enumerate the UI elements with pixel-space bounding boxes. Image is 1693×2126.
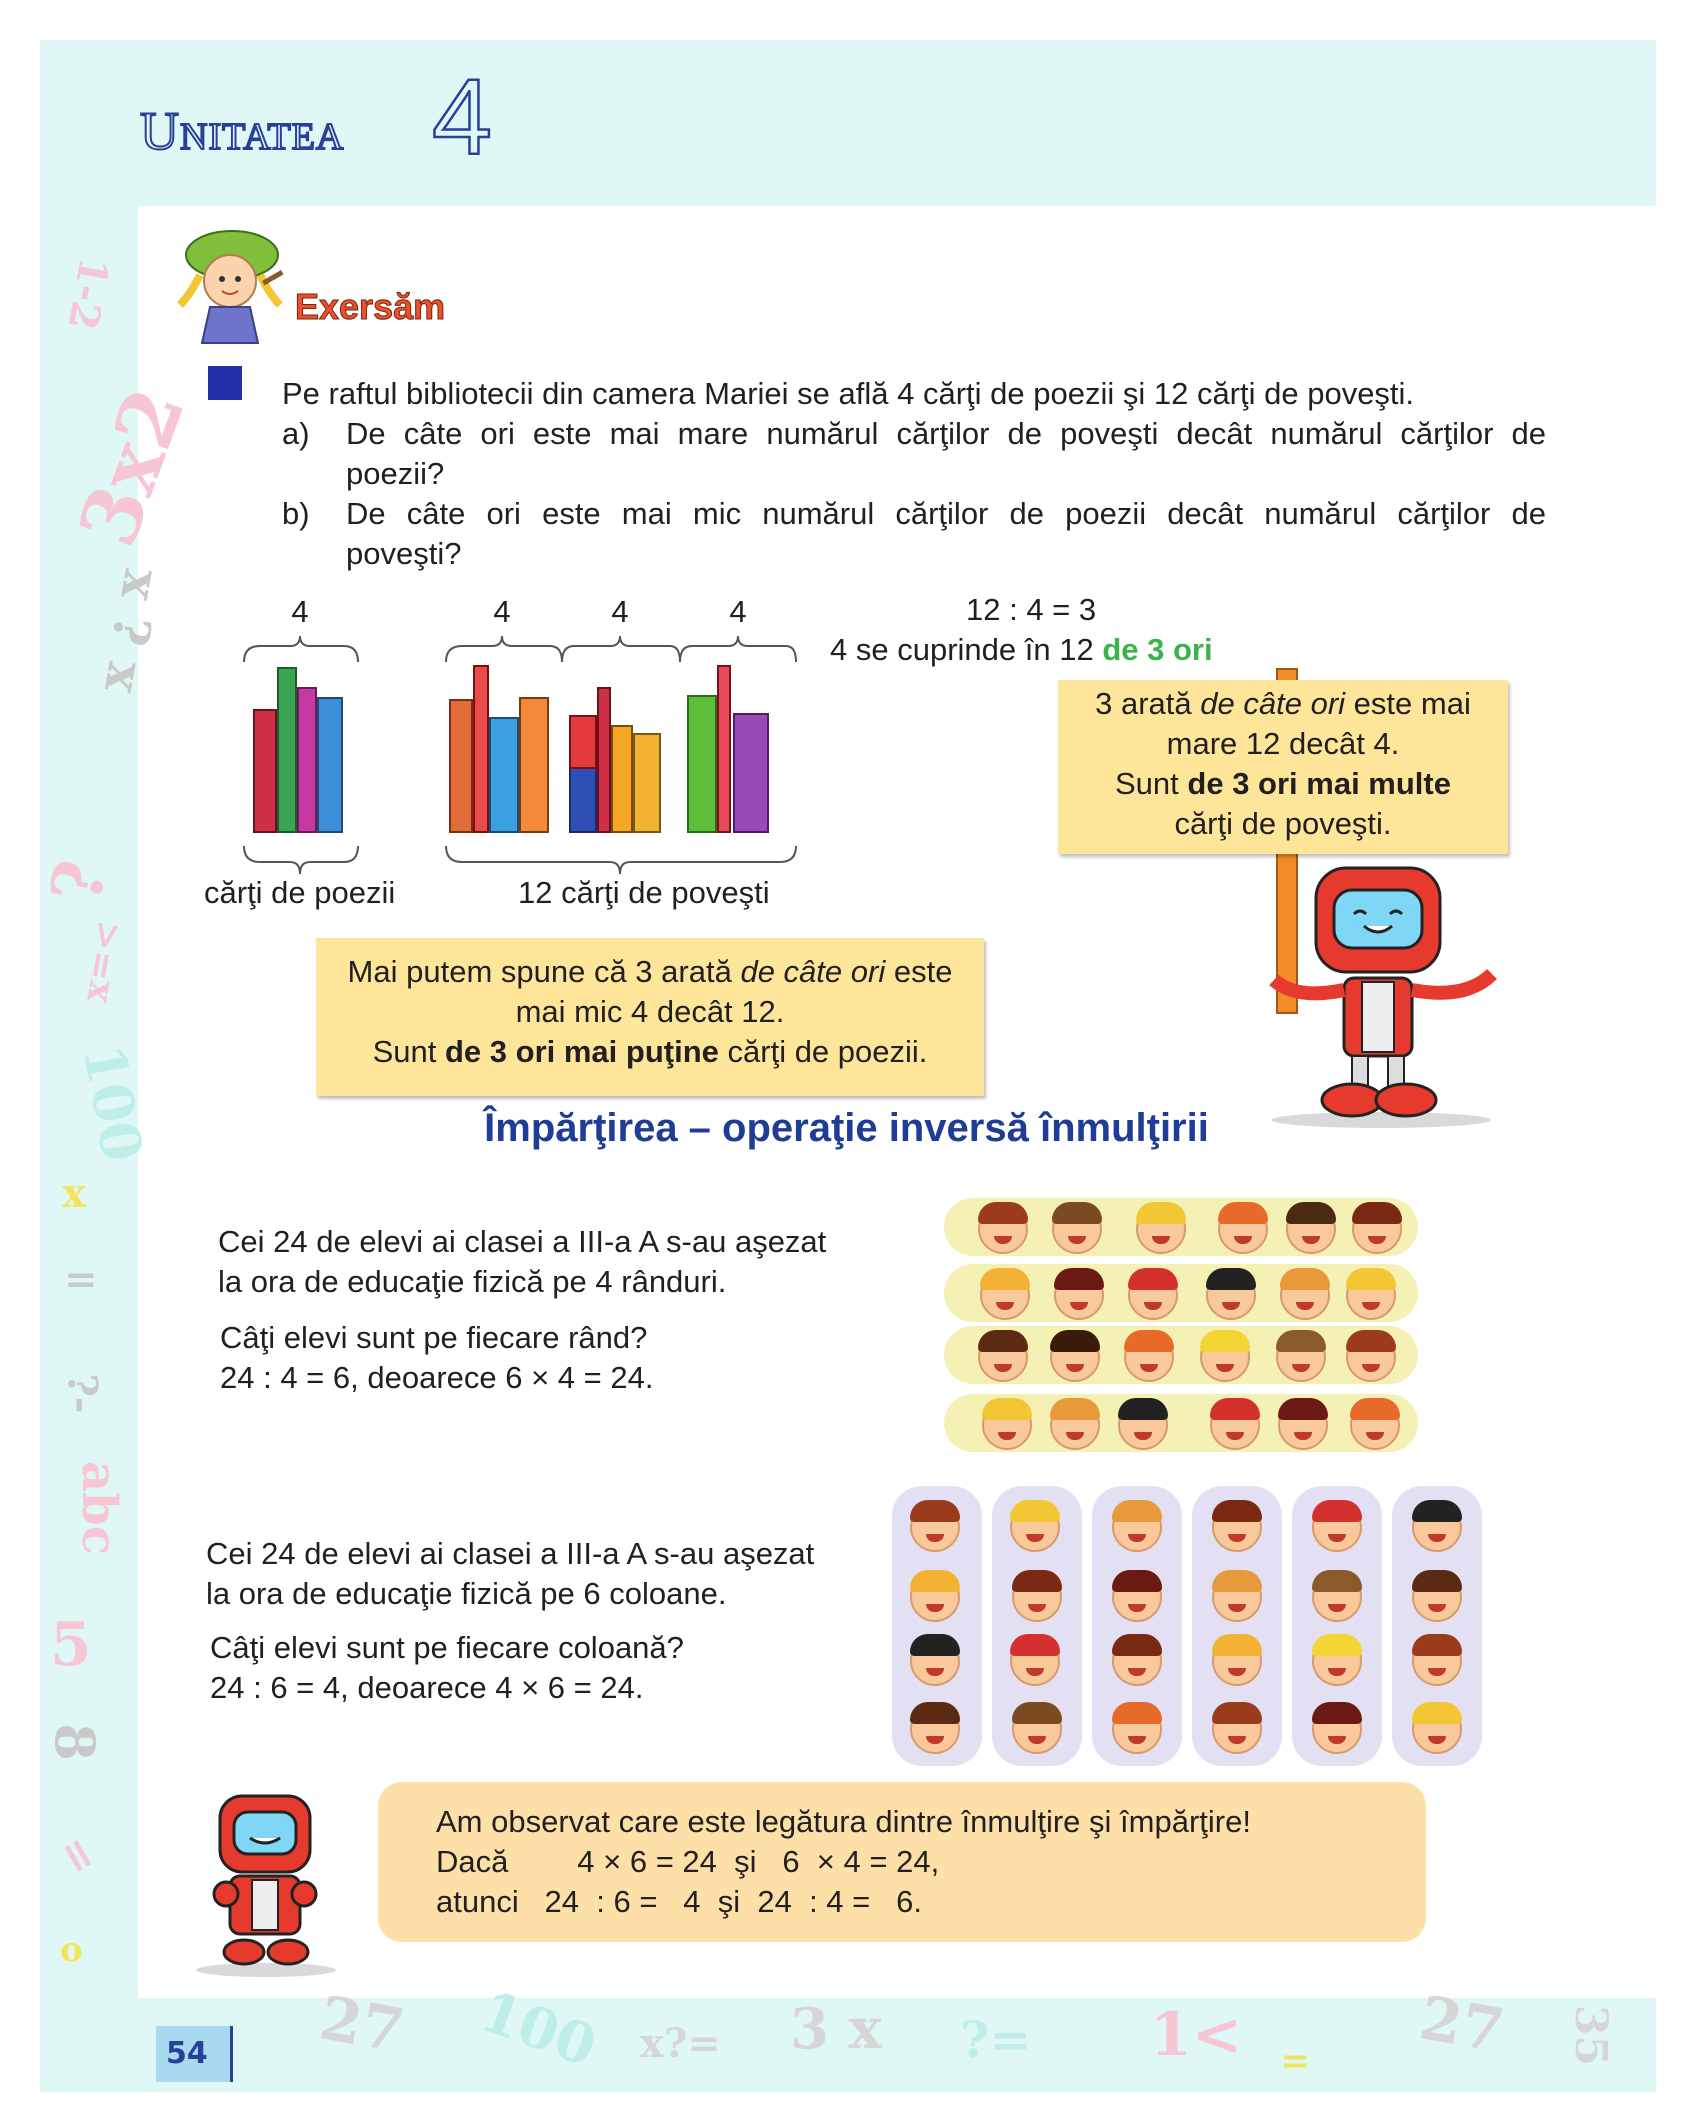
- student-face: [1312, 1502, 1362, 1552]
- question-b-line1: De câte ori este mai mic numărul cărţilor de poezii decât numărul cărţilor de: [346, 496, 1546, 531]
- student-face: [1346, 1332, 1396, 1382]
- student-face: [1312, 1572, 1362, 1622]
- student-face: [1128, 1270, 1178, 1320]
- student-face: [1112, 1572, 1162, 1622]
- student-face: [1286, 1204, 1336, 1254]
- division-equation: 12 : 4 = 3: [966, 592, 1097, 627]
- question-a-marker: a): [282, 416, 310, 451]
- unit-word: Unitatea: [140, 101, 345, 161]
- student-face: [1010, 1636, 1060, 1686]
- middle-line3-c: cărţi de poezii.: [727, 1034, 928, 1069]
- conclusion-line2: Dacă 4 × 6 = 24 şi 6 × 4 = 24,: [436, 1844, 940, 1879]
- student-face: [1212, 1636, 1262, 1686]
- student-face: [1218, 1204, 1268, 1254]
- student-face: [1412, 1502, 1462, 1552]
- story-group-count-label-2: 4: [611, 594, 629, 629]
- problem-statement: Pe raftul bibliotecii din camera Mariei se află 4 cărţi de poezii şi 12 cărţi de poveşti.: [282, 376, 1415, 411]
- student-face: [982, 1400, 1032, 1450]
- middle-line3-b: de 3 ori mai puţine: [445, 1034, 719, 1069]
- student-face: [978, 1332, 1028, 1382]
- page-number-box: [156, 2026, 233, 2082]
- contains-statement: [830, 630, 1213, 670]
- sign-line1-a: 3 arată: [1095, 686, 1192, 721]
- poetry-books: [254, 668, 342, 832]
- student-face: [910, 1636, 960, 1686]
- story-books-label: 12 cărţi de poveşti: [518, 875, 770, 910]
- student-face: [910, 1502, 960, 1552]
- student-face: [1212, 1704, 1262, 1754]
- sign-line1-c: este mai: [1353, 686, 1471, 721]
- conclusion-line3: atunci 24 : 6 = 4 şi 24 : 4 = 6.: [436, 1884, 922, 1919]
- question-a-line2: poezii?: [346, 456, 445, 491]
- student-face: [1210, 1400, 1260, 1450]
- student-face: [1010, 1502, 1060, 1552]
- contains-text: 4 se cuprinde în 12: [830, 632, 1094, 667]
- student-face: [1346, 1270, 1396, 1320]
- cols-problem-line2: la ora de educaţie fizică pe 6 coloane.: [206, 1576, 727, 1611]
- student-face: [1050, 1400, 1100, 1450]
- student-face: [1412, 1572, 1462, 1622]
- middle-line3-a: Sunt: [372, 1034, 437, 1069]
- sign-line3-a: Sunt: [1115, 766, 1179, 801]
- student-face: [978, 1204, 1028, 1254]
- middle-explanation-box: [316, 938, 984, 1096]
- student-face: [1112, 1502, 1162, 1552]
- question-b-marker: b): [282, 496, 310, 531]
- sign-line2: mare 12 decât 4.: [1166, 726, 1400, 761]
- rows-problem-line1: Cei 24 de elevi ai clasei a III-a A s-au aşezat: [218, 1224, 827, 1259]
- student-face: [1050, 1332, 1100, 1382]
- small-robot-illustration: [190, 1790, 340, 1980]
- student-face: [1200, 1332, 1250, 1382]
- middle-line2: mai mic 4 decât 12.: [515, 994, 785, 1029]
- conclusion-line1: Am observat care este legătura dintre înmulţire şi împărţire!: [436, 1804, 1251, 1839]
- student-face: [1352, 1204, 1402, 1254]
- student-face: [1276, 1332, 1326, 1382]
- student-face: [1212, 1502, 1262, 1552]
- sign-line3-b: de 3 ori mai multe: [1187, 766, 1451, 801]
- middle-line1-a: Mai putem spune că 3 arată: [347, 954, 732, 989]
- student-face: [1312, 1636, 1362, 1686]
- student-face: [1012, 1704, 1062, 1754]
- cols-question: Câţi elevi sunt pe fiecare coloană?: [210, 1630, 684, 1665]
- student-face: [1118, 1400, 1168, 1450]
- poetry-books-label: cărţi de poezii: [204, 875, 396, 910]
- sign-line4: cărţi de poveşti.: [1174, 806, 1392, 841]
- rows-answer: 24 : 4 = 6, deoarece 6 × 4 = 24.: [220, 1360, 654, 1395]
- exercise-heading: Exersăm: [295, 286, 446, 327]
- story-books: [450, 666, 768, 832]
- student-face: [910, 1572, 960, 1622]
- story-group-count-label-3: 4: [729, 594, 747, 629]
- student-face: [1212, 1572, 1262, 1622]
- girl-mascot-illustration: [170, 225, 290, 345]
- student-face: [1052, 1204, 1102, 1254]
- question-b-line2: poveşti?: [346, 536, 462, 571]
- question-a-line1: De câte ori este mai mare numărul cărţilor de poveşti decât numărul cărţilor de: [346, 416, 1546, 451]
- middle-line1-c: este: [893, 954, 953, 989]
- sign-line1-b: de câte ori: [1200, 686, 1346, 721]
- robot-mascot-illustration: [1256, 860, 1506, 1130]
- student-face: [1312, 1704, 1362, 1754]
- exercise-bullet-square: [208, 366, 242, 400]
- cols-answer: 24 : 6 = 4, deoarece 4 × 6 = 24.: [210, 1670, 644, 1705]
- poetry-count-label: 4: [291, 594, 309, 629]
- middle-line1-b: de câte ori: [740, 954, 886, 989]
- story-group-count-label-1: 4: [493, 594, 511, 629]
- student-face: [910, 1704, 960, 1754]
- student-face: [1136, 1204, 1186, 1254]
- sign-box: [1058, 680, 1508, 854]
- student-face: [1206, 1270, 1256, 1320]
- student-face: [1350, 1400, 1400, 1450]
- rows-problem-line2: la ora de educaţie fizică pe 4 rânduri.: [218, 1264, 727, 1299]
- page-number: 54: [166, 2036, 208, 2071]
- student-face: [1278, 1400, 1328, 1450]
- student-face: [1124, 1332, 1174, 1382]
- contains-highlight: de 3 ori: [1102, 632, 1213, 667]
- bookshelf-illustration: [240, 660, 800, 840]
- student-face: [1412, 1636, 1462, 1686]
- unit-number: 4: [432, 56, 493, 177]
- cols-problem-line1: Cei 24 de elevi ai clasei a III-a A s-au aşezat: [206, 1536, 815, 1571]
- student-face: [1280, 1270, 1330, 1320]
- rows-question: Câţi elevi sunt pe fiecare rând?: [220, 1320, 648, 1355]
- conclusion-box: [378, 1782, 1426, 1942]
- section-title: Împărţirea – operaţie inversă înmulţirii: [484, 1106, 1209, 1150]
- student-face: [1054, 1270, 1104, 1320]
- student-face: [980, 1270, 1030, 1320]
- student-face: [1412, 1704, 1462, 1754]
- student-face: [1012, 1572, 1062, 1622]
- student-face: [1112, 1636, 1162, 1686]
- student-face: [1112, 1704, 1162, 1754]
